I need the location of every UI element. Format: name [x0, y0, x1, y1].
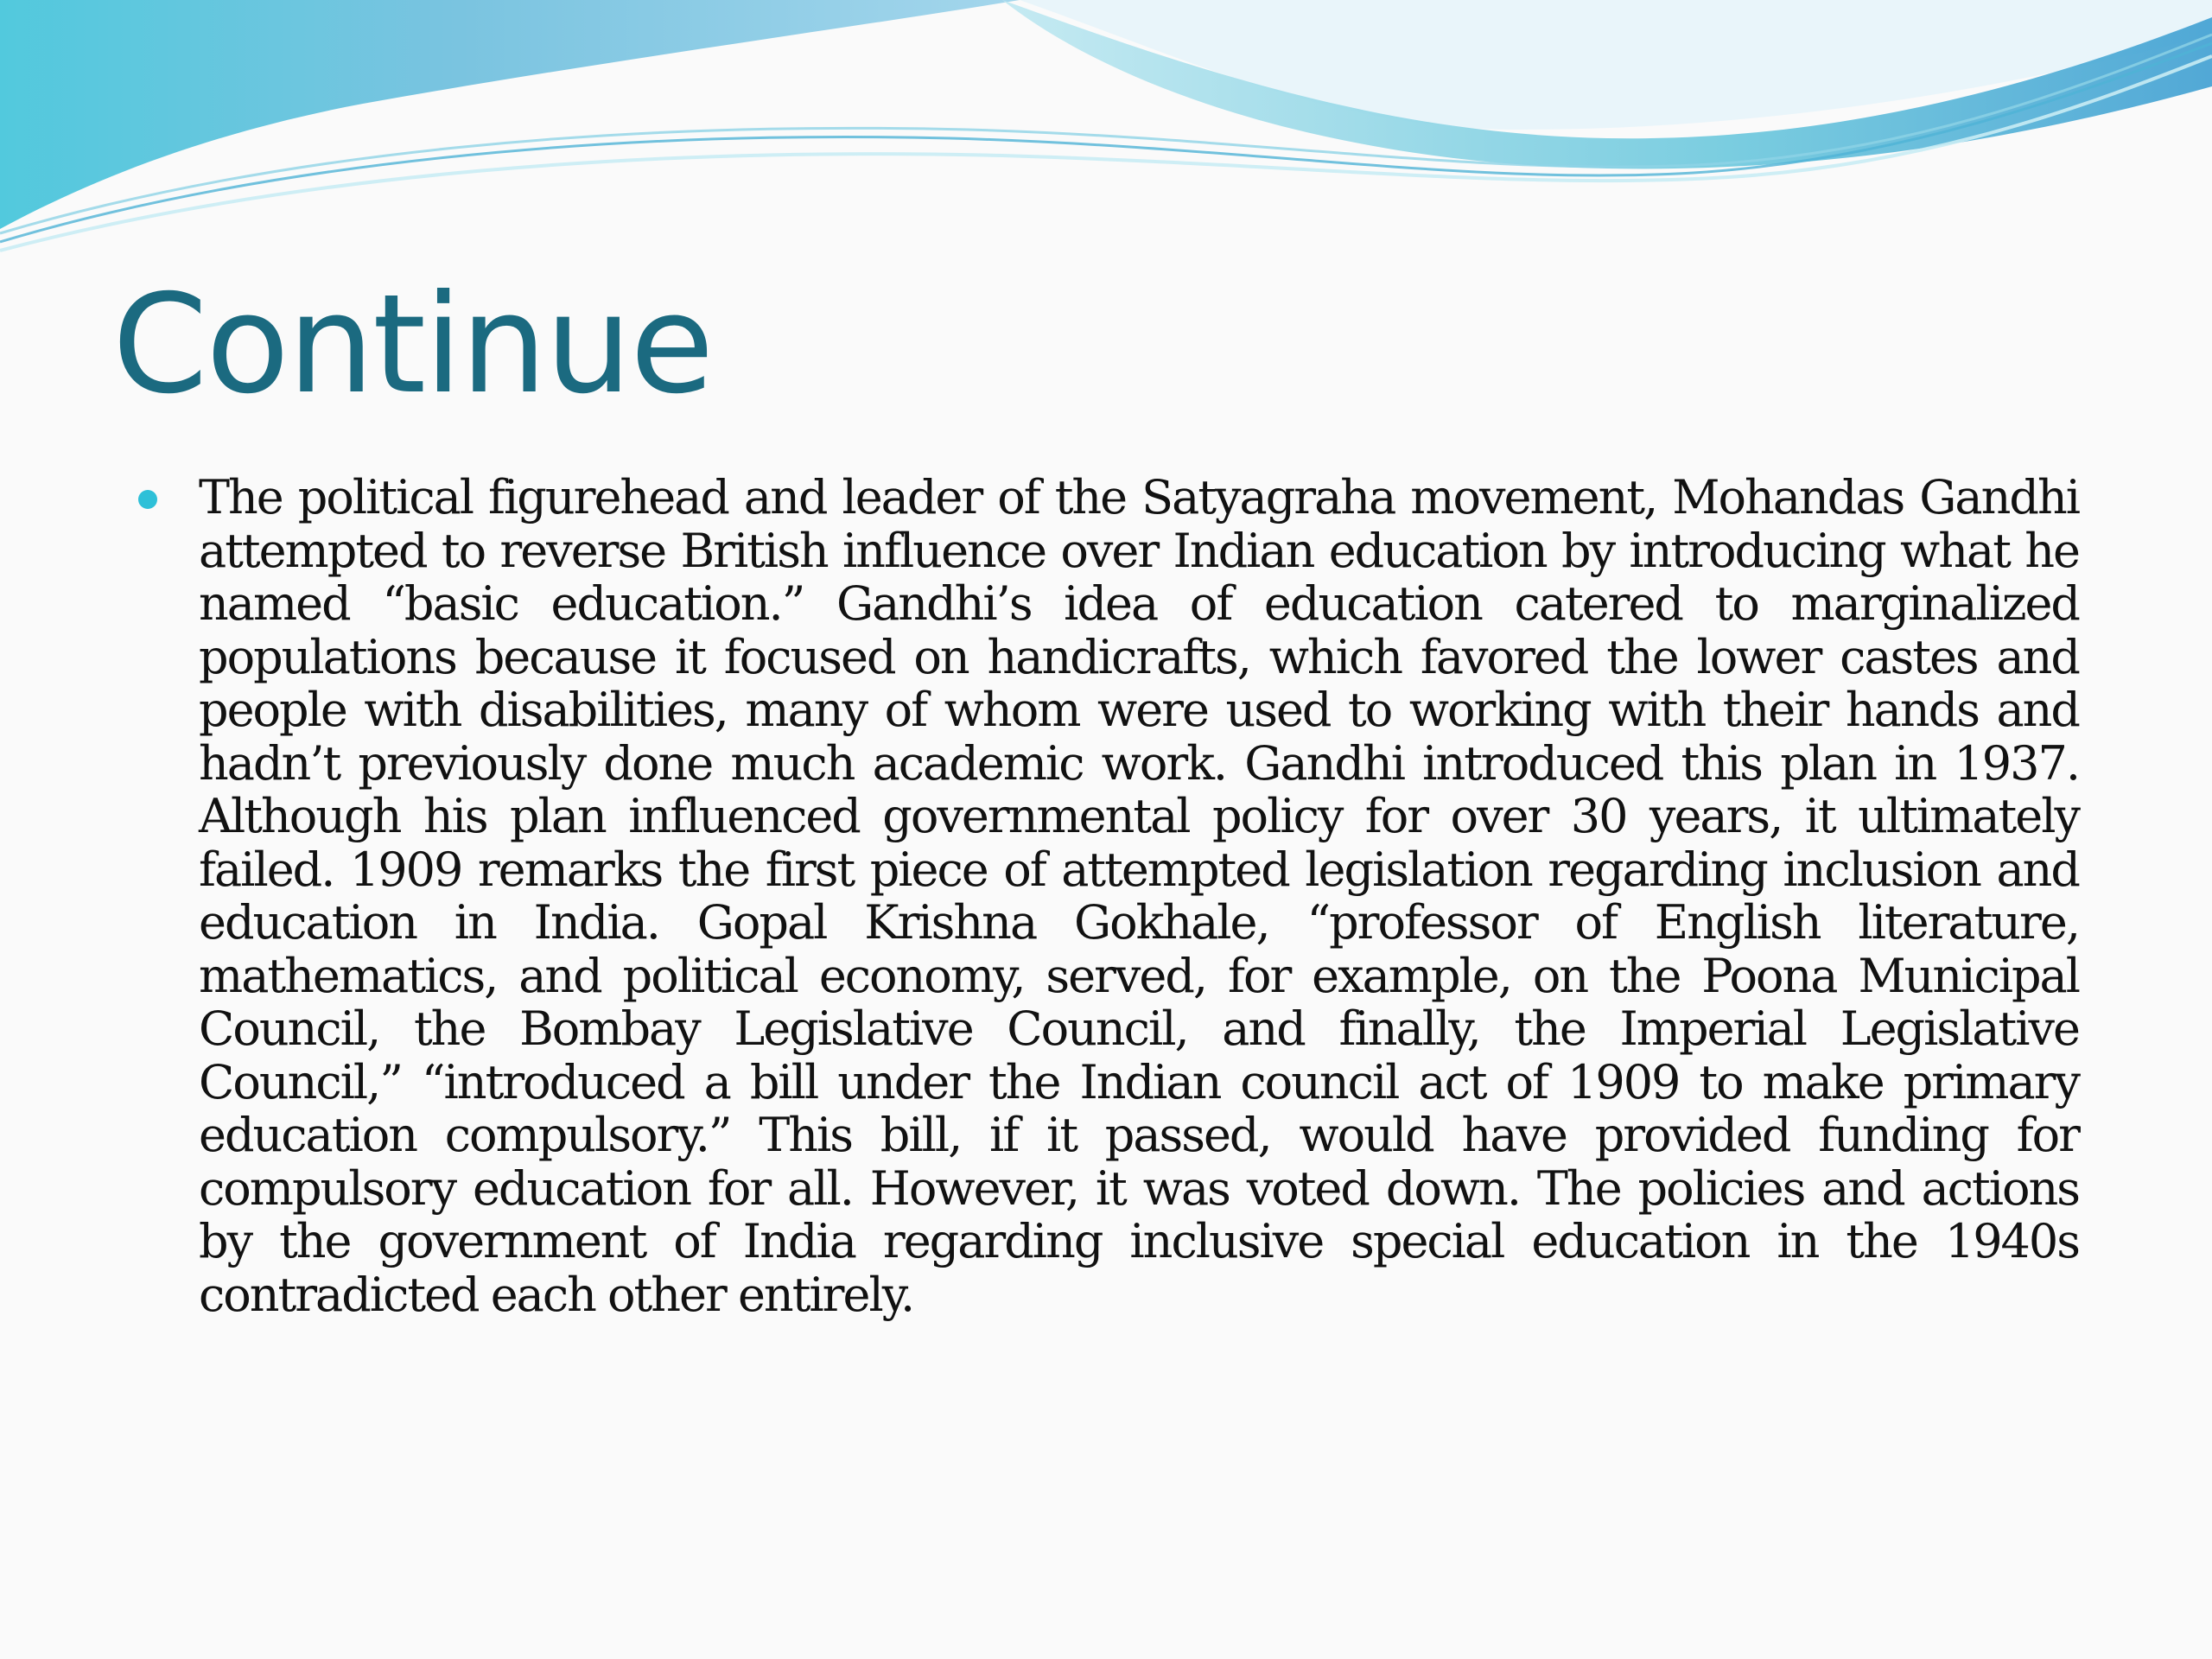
- bullet-dot-icon: [138, 490, 157, 509]
- bullet-text: The political figurehead and leader of the Satyagraha movement, Mohandas Gandhi attempted to reverse British influence over Indian education by introducing what he named “basic education.” Gandhi’s idea of education catered to marginalized populations because it focused on handicrafts, which favored the lower castes and people with disabilities, many of whom were used to working with their hands and hadn’t previously done much academic work. Gandhi introduced this plan in 1937. Although his plan influenced governmental policy for over 30 years, it ultimately failed. 1909 remarks the first piece of attempted legislation regarding inclusion and education in India. Gopal Krishna Gokhale, “professor of English literature, mathematics, and political economy, served, for example, on the Poona Municipal Council, the Bombay Legislative Council, and finally, the Imperial Legislative Council,” “introduced a bill under the Indian council act of 1909 to make primary education compulsory.” This bill, if it passed, would have provided funding for compulsory education for all. However, it was voted down. The policies and actions by the government of India regarding inclusive special education in the 1940s contradicted each other entirely.: [199, 470, 2079, 1322]
- bullet-item: [199, 471, 2079, 1321]
- bullet-list: [199, 471, 2079, 1321]
- header-wave-decoration: [0, 0, 2212, 285]
- slide-title: Continue: [112, 265, 713, 424]
